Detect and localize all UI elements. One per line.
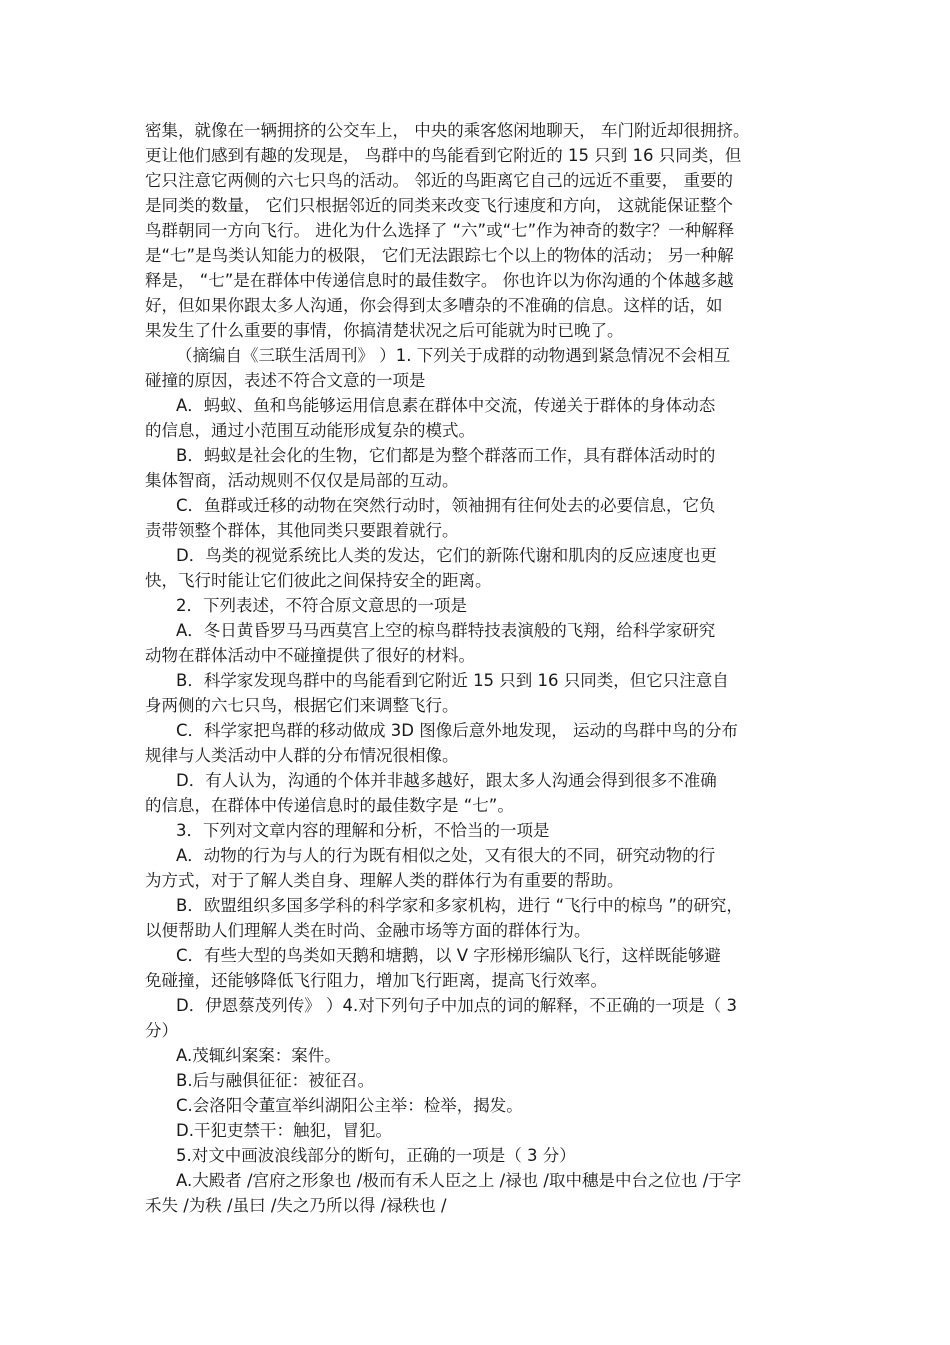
text-line: A.大殿者 /宫府之形象也 /极而有禾人臣之上 /禄也 /取中穗是中台之位也 /于字 xyxy=(176,1171,742,1190)
text-line: 是“七”是鸟类认知能力的极限， 它们无法跟踪七个以上的物体的活动； 另一种解 xyxy=(145,246,734,265)
text-line: 好，但如果你跟太多人沟通，你会得到太多嘈杂的不准确的信息。这样的话，如 xyxy=(145,296,723,315)
text-line: 为方式，对于了解人类自身、理解人类的群体行为有重要的帮助。 xyxy=(145,871,624,890)
text-line: 密集，就像在一辆拥挤的公交车上， 中央的乘客悠闲地聊天， 车门附近却很拥挤。 xyxy=(145,121,750,140)
text-line: B．科学家发现鸟群中的鸟能看到它附近 15 只到 16 只同类，但它只注意自 xyxy=(176,671,729,690)
text-line: B.后与融俱征征：被征召。 xyxy=(176,1071,375,1090)
text-line: 动物在群体活动中不碰撞提供了很好的材料。 xyxy=(145,646,475,665)
text-line: A．冬日黄昏罗马马西莫宫上空的椋鸟群特技表演般的飞翔，给科学家研究 xyxy=(176,621,716,640)
text-line: 鸟群朝同一方向飞行。 进化为什么选择了 “六”或“七”作为神奇的数字？一种解释 xyxy=(145,221,735,240)
text-line: 碰撞的原因，表述不符合文意的一项是 xyxy=(145,371,426,390)
text-line: （摘编自《三联生活周刊》 ）1. 下列关于成群的动物遇到紧急情况不会相互 xyxy=(176,346,731,365)
text-line: 2．下列表述，不符合原文意思的一项是 xyxy=(176,596,467,615)
text-line: B．欧盟组织多国多学科的科学家和多家机构，进行 “飞行中的椋鸟 ”的研究， xyxy=(176,896,743,915)
text-line: A．蚂蚁、鱼和鸟能够运用信息素在群体中交流，传递关于群体的身体动态 xyxy=(176,396,716,415)
text-line: 以便帮助人们理解人类在时尚、金融市场等方面的群体行为。 xyxy=(145,921,591,940)
text-line: 释是， “七”是在群体中传递信息时的最佳数字。 你也许以为你沟通的个体越多越 xyxy=(145,271,734,290)
text-line: D．伊恩蔡茂列传》 ）4.对下列句子中加点的词的解释，不正确的一项是（ 3 xyxy=(176,996,737,1015)
text-line: 身两侧的六七只鸟，根据它们来调整飞行。 xyxy=(145,696,459,715)
text-line: 是同类的数量， 它们只根据邻近的同类来改变飞行速度和方向， 这就能保证整个 xyxy=(145,196,733,215)
text-line: A．动物的行为与人的行为既有相似之处，又有很大的不同，研究动物的行 xyxy=(176,846,716,865)
text-line: 快，飞行时能让它们彼此之间保持安全的距离。 xyxy=(145,571,492,590)
text-line: 分） xyxy=(145,1021,178,1040)
text-line: 免碰撞，还能够降低飞行阻力，增加飞行距离，提高飞行效率。 xyxy=(145,971,607,990)
text-line: 的信息，在群体中传递信息时的最佳数字是 “七”。 xyxy=(145,796,514,815)
document-body xyxy=(145,118,815,1218)
text-line: D．有人认为，沟通的个体并非越多越好，跟太多人沟通会得到很多不准确 xyxy=(176,771,717,790)
text-line: 规律与人类活动中人群的分布情况很相像。 xyxy=(145,746,459,765)
text-line: 更让他们感到有趣的发现是， 鸟群中的鸟能看到它附近的 15 只到 16 只同类，但 xyxy=(145,146,742,165)
text-line: 禾失 /为秩 /虽曰 /失之乃所以得 /禄秩也 / xyxy=(145,1196,447,1215)
text-line: C．鱼群或迁移的动物在突然行动时，领袖拥有往何处去的必要信息，它负 xyxy=(176,496,716,515)
text-line: 的信息，通过小范围互动能形成复杂的模式。 xyxy=(145,421,475,440)
text-line: 果发生了什么重要的事情，你搞清楚状况之后可能就为时已晚了。 xyxy=(145,321,624,340)
text-line: 3．下列对文章内容的理解和分析，不恰当的一项是 xyxy=(176,821,550,840)
text-line: A.茂辄纠案案：案件。 xyxy=(176,1046,341,1065)
text-line: C．科学家把鸟群的移动做成 3D 图像后意外地发现， 运动的鸟群中鸟的分布 xyxy=(176,721,738,740)
text-line: 责带领整个群体，其他同类只要跟着就行。 xyxy=(145,521,459,540)
text-line: C．有些大型的鸟类如天鹅和塘鹅，以 V 字形梯形编队飞行，这样既能够避 xyxy=(176,946,721,965)
text-line: D．鸟类的视觉系统比人类的发达，它们的新陈代谢和肌肉的反应速度也更 xyxy=(176,546,717,565)
text-line: D.干犯吏禁干：触犯，冒犯。 xyxy=(176,1121,392,1140)
text-line: 5.对文中画波浪线部分的断句，正确的一项是（ 3 分） xyxy=(176,1146,576,1165)
text-line: C.会洛阳令董宣举纠湖阳公主举：检举，揭发。 xyxy=(176,1096,523,1115)
text-line: 它只注意它两侧的六七只鸟的活动。 邻近的鸟距离它自己的远近不重要， 重要的 xyxy=(145,171,733,190)
text-line: 集体智商，活动规则不仅仅是局部的互动。 xyxy=(145,471,459,490)
text-line: B．蚂蚁是社会化的生物，它们都是为整个群落而工作，具有群体活动时的 xyxy=(176,446,716,465)
